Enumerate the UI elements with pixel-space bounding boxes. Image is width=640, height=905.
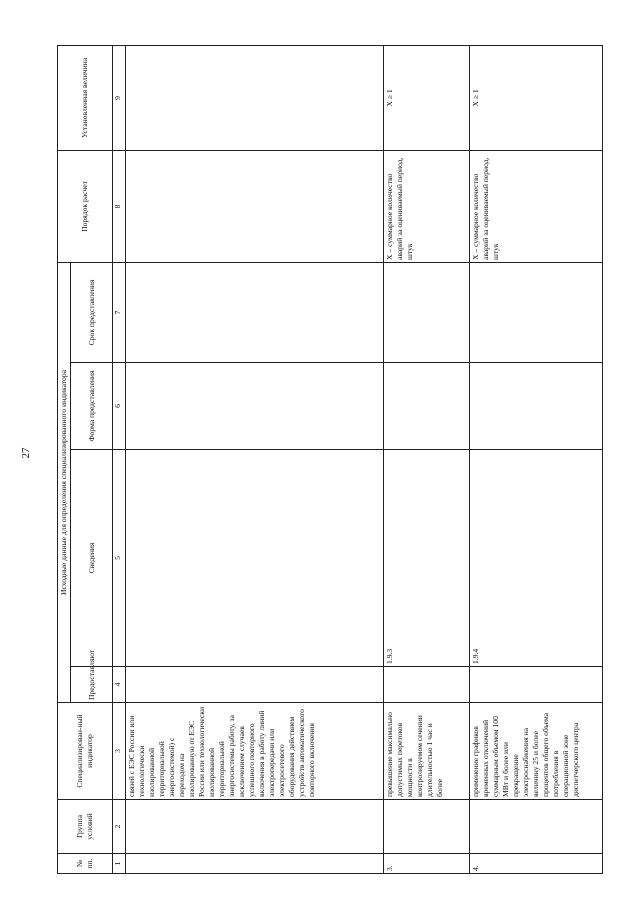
row-form <box>126 363 384 450</box>
table-row <box>384 45 470 873</box>
row-group <box>384 800 470 854</box>
row-deadline <box>384 262 470 362</box>
row-form <box>470 363 603 450</box>
header-info: Сведения <box>71 450 113 667</box>
column-number: 9 <box>113 45 126 150</box>
column-number: 5 <box>113 450 126 667</box>
header-group: Группа условий <box>58 800 113 854</box>
header-deadline: Срок представления <box>71 262 113 362</box>
row-value <box>126 45 384 150</box>
row-indicator: применение графиков временных отключений суммарным объемом 100 МВт и более или прекращение электроснабжения на величину 25 и более процентов общего объема потребления в операционной зоне диспетчерского центра <box>470 703 603 800</box>
row-calc: X – суммарное количество аварий за оцениваемый период, штук <box>470 150 603 262</box>
column-number: 2 <box>113 800 126 854</box>
row-value: X ≥ 1 <box>384 45 470 150</box>
row-info <box>126 450 384 667</box>
row-calc: X – суммарное количество аварий за оцениваемый период, штук <box>384 150 470 262</box>
page-number: 27 <box>20 447 32 459</box>
column-number: 6 <box>113 363 126 450</box>
row-provides <box>126 667 384 703</box>
row-calc <box>126 150 384 262</box>
row-num: 4. <box>470 854 603 874</box>
header-form: Форма представления <box>71 363 113 450</box>
indicator-table <box>57 45 603 874</box>
row-value: X ≥ 1 <box>470 45 603 150</box>
column-number: 1 <box>113 854 126 874</box>
row-deadline <box>126 262 384 362</box>
row-num: 3. <box>384 854 470 874</box>
header-num: № пп. <box>58 854 113 874</box>
row-group <box>470 800 603 854</box>
header-calc: Порядок расчет <box>58 150 113 262</box>
landscape-sheet <box>57 46 597 874</box>
table-row <box>126 45 384 873</box>
table-row <box>470 45 603 873</box>
row-provides <box>470 667 603 703</box>
header-source-data: Исходные данные для определения специализированного индикатора <box>58 262 71 702</box>
row-group <box>126 800 384 854</box>
column-number: 8 <box>113 150 126 262</box>
row-indicator: связей с ЕЭС России или технологически изолированной территориальной энергосистемой) с переходом на изолированную от ЕЭС России или технологически изолированной территориальной энергосистемы работу, за исключением случаев успешного повторного включения в работу линий электропередачи или электросетевого оборудования действием устройств автоматического повторного включения <box>126 703 384 800</box>
row-indicator: превышение максимально допустимых перетоков мощности в контролируемом сечении длительностью 1 час и более <box>384 703 470 800</box>
row-info: 1.9.4 <box>470 450 603 667</box>
column-number: 3 <box>113 703 126 800</box>
row-provides <box>384 667 470 703</box>
column-number: 7 <box>113 262 126 362</box>
header-value: Установленная величина <box>58 45 113 150</box>
row-num <box>126 854 384 874</box>
row-form <box>384 363 470 450</box>
column-number: 4 <box>113 667 126 703</box>
row-deadline <box>470 262 603 362</box>
column-number-row <box>113 45 126 873</box>
row-info: 1.9.3 <box>384 450 470 667</box>
header-indicator: Специализирован-ный индикатор <box>58 703 113 800</box>
header-provides: Предоставляют <box>71 667 113 703</box>
